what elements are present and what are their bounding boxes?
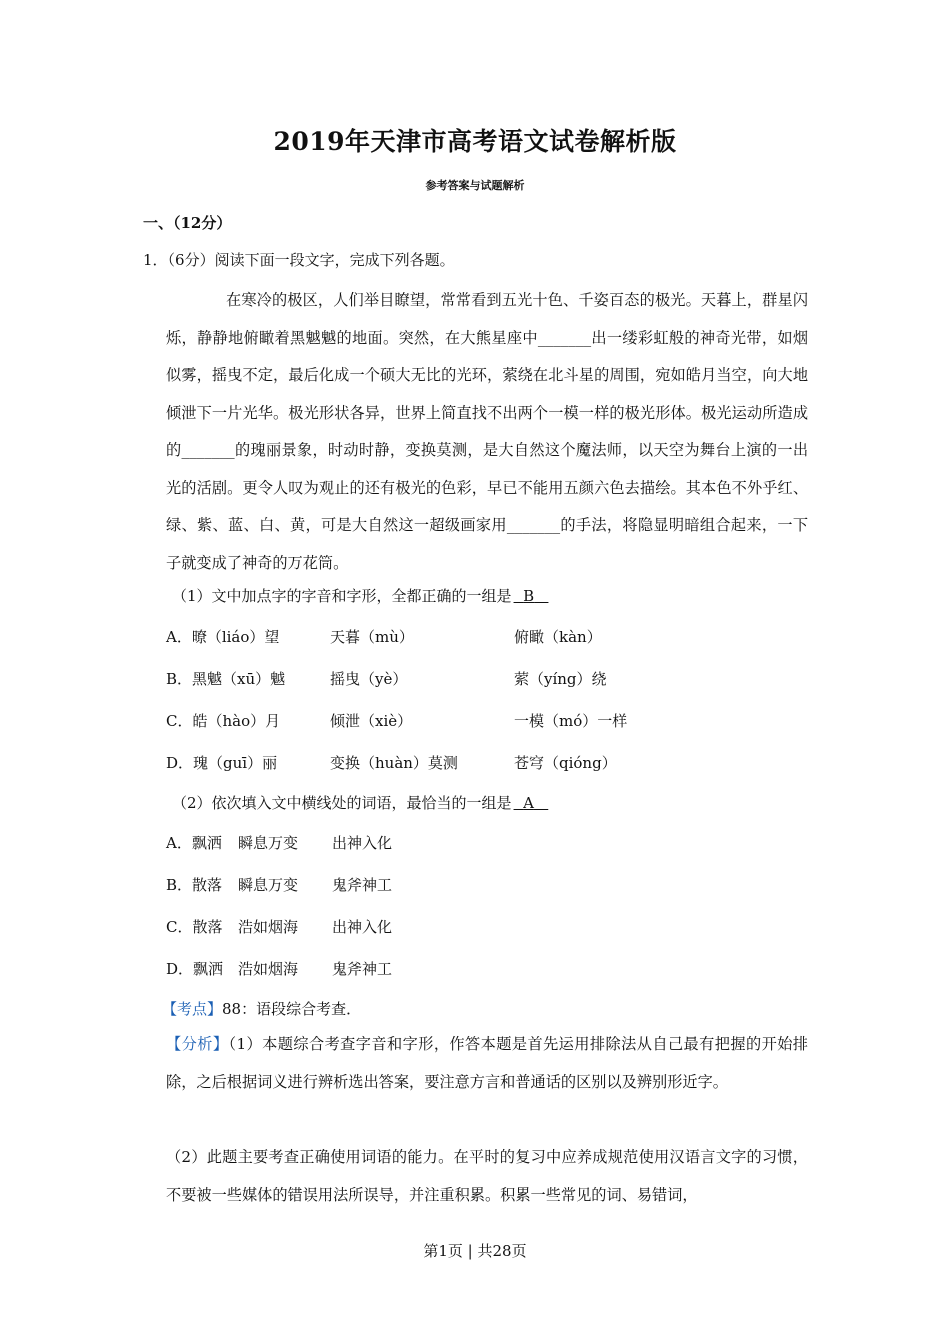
sub-question-2 [172, 792, 550, 813]
option-1b-word1: B．黑魆（xū）魆 [166, 670, 286, 688]
sub-question-1-answer: B [523, 587, 535, 605]
option-2b-word2: 瞬息万变 [238, 876, 299, 894]
fenxi-tag: 【分析】 [166, 1035, 229, 1053]
option-2b-word3: 鬼斧神工 [332, 876, 393, 894]
option-1b-word3: 萦（yíng）绕 [514, 670, 607, 688]
document-subtitle: 参考答案与试题解析 [425, 179, 525, 192]
sub-question-1-prompt: （1）文中加点字的字音和字形，全都正确的一组是 [172, 587, 512, 605]
option-1a-word3: 俯瞰（kàn） [514, 628, 602, 646]
fenxi-text-1: （1）本题综合考查字音和字形，作答本题是首先运用排除法从自己最有把握的开始排除，之后根据词义进行辨析选出答案，要注意方言和普通话的区别以及辨别形近字。 [166, 1035, 808, 1091]
option-1b-word2: 摇曳（yè） [330, 670, 408, 688]
option-2b-word1: B．散落 [166, 876, 223, 894]
option-2d-word3: 鬼斧神工 [332, 960, 393, 978]
question-stem: 1．（6分）阅读下面一段文字，完成下列各题。 [143, 251, 455, 269]
sub-question-1 [172, 585, 550, 606]
option-2a-word1: A．飘洒 [166, 834, 222, 852]
page-footer: 第1页 | 共28页 [423, 1242, 527, 1260]
option-1d-word1: D．瑰（guī）丽 [166, 754, 278, 772]
option-1c-word3: 一模（mó）一样 [514, 712, 628, 730]
option-2c-word3: 出神入化 [332, 918, 393, 936]
option-1c-word2: 倾泄（xiè） [330, 712, 413, 730]
fenxi-paragraph-1 [166, 1026, 808, 1101]
kaodian-line [162, 998, 361, 1019]
option-2a-word2: 瞬息万变 [238, 834, 299, 852]
option-1a-word1: A．暸（liáo）望 [166, 628, 280, 646]
option-1c-word1: C．皓（hào）月 [166, 712, 281, 730]
kaodian-text: 88：语段综合考查． [222, 1000, 362, 1018]
option-2a-word3: 出神入化 [332, 834, 393, 852]
option-1d-word3: 苍穹（qióng） [514, 754, 617, 772]
kaodian-tag: 【考点】 [162, 1000, 223, 1018]
option-2c-word2: 浩如烟海 [238, 918, 299, 936]
sub-question-2-prompt: （2）依次填入文中横线处的词语，最恰当的一组是 [172, 794, 512, 812]
sub-question-2-answer: A [523, 794, 534, 812]
option-2c-word1: C．散落 [166, 918, 223, 936]
option-2d-word2: 浩如烟海 [238, 960, 299, 978]
fenxi-paragraph-2: （2）此题主要考查正确使用词语的能力。在平时的复习中应养成规范使用汉语言文字的习惯，不要被一些媒体的错误用法所误导，并注重积累。积累一些常见的词、易错词， [166, 1148, 808, 1204]
reading-passage: 在寒冷的极区，人们举目瞭望，常常看到五光十色、千姿百态的极光。天暮上，群星闪烁，静静地俯瞰着黑魆魆的地面。突然，在大熊星座中_______出一缕彩虹般的神奇光带，如烟似雾，摇曳不定，最后化成一个硕大无比的光环，萦绕在北斗星的周围，宛如皓月当空，向大地倾泄下一片光华。极光形状各异，世界上简直找不出两个一模一样的极光形体。极光运动所造成的_______的瑰丽景象，时动时静，变换莫测，是大自然这个魔法师，以天空为舞台上演的一出光的活剧。更令人叹为观止的还有极光的色彩，早已不能用五颜六色去描绘。其本色不外乎红、绿、紫、蓝、白、黄，可是大自然这一超级画家用_______的手法，将隐显明暗组合起来，一下子就变成了神奇的万花筒。 [166, 291, 808, 572]
option-1d-word2: 变换（huàn）莫测 [330, 754, 458, 772]
option-1a-word2: 天暮（mù） [330, 628, 414, 646]
document-title: 2019年天津市高考语文试卷解析版 [273, 127, 677, 156]
option-2d-word1: D．飘洒 [166, 960, 224, 978]
section-heading: 一、（12分） [143, 214, 232, 232]
